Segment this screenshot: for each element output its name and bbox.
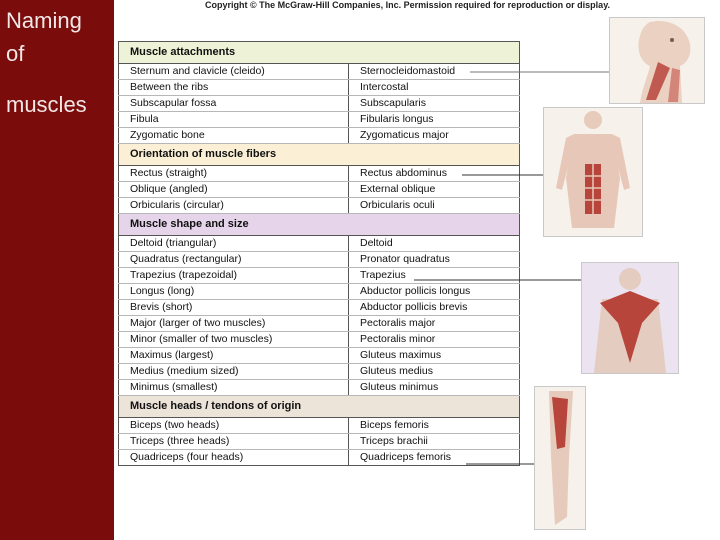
muscle-name-cell: Trapezius xyxy=(349,268,520,284)
muscle-name-cell: Intercostal xyxy=(349,80,520,96)
basis-cell: Minimus (smallest) xyxy=(119,380,349,396)
muscle-name-cell: Gluteus minimus xyxy=(349,380,520,396)
basis-cell: Quadratus (rectangular) xyxy=(119,252,349,268)
thigh-illustration xyxy=(534,386,586,530)
muscle-name-cell: Triceps brachii xyxy=(349,434,520,450)
muscle-name-cell: Gluteus maximus xyxy=(349,348,520,364)
basis-cell: Sternum and clavicle (cleido) xyxy=(119,64,349,80)
muscle-name-cell: Abductor pollicis brevis xyxy=(349,300,520,316)
table-row xyxy=(119,332,520,348)
table-row xyxy=(119,64,520,80)
section-header: Muscle heads / tendons of origin xyxy=(119,396,520,418)
table-row xyxy=(119,418,520,434)
copyright-notice: Copyright © The McGraw-Hill Companies, Inc. Permission required for reproduction or display. xyxy=(205,0,611,10)
section-header-row xyxy=(119,396,520,418)
basis-cell: Orbicularis (circular) xyxy=(119,198,349,214)
muscle-name-cell: Abductor pollicis longus xyxy=(349,284,520,300)
section-header: Muscle attachments xyxy=(119,42,520,64)
title-sidebar xyxy=(0,0,114,540)
torso-illustration xyxy=(543,107,643,237)
muscle-name-cell: Sternocleidomastoid xyxy=(349,64,520,80)
table-row xyxy=(119,300,520,316)
muscle-name-cell: Orbicularis oculi xyxy=(349,198,520,214)
basis-cell: Subscapular fossa xyxy=(119,96,349,112)
section-header-row xyxy=(119,42,520,64)
muscle-name-cell: Fibularis longus xyxy=(349,112,520,128)
table-row xyxy=(119,268,520,284)
table-row xyxy=(119,198,520,214)
table-row xyxy=(119,182,520,198)
back-illustration xyxy=(581,262,679,374)
title-line-muscles: muscles xyxy=(6,92,87,117)
muscle-name-cell: Pectoralis minor xyxy=(349,332,520,348)
basis-cell: Fibula xyxy=(119,112,349,128)
table-row xyxy=(119,128,520,144)
muscle-name-cell: Rectus abdominus xyxy=(349,166,520,182)
title-line-of: of xyxy=(6,41,25,66)
table-row xyxy=(119,166,520,182)
muscle-name-cell: Pectoralis major xyxy=(349,316,520,332)
neck-illustration xyxy=(609,17,705,104)
basis-cell: Major (larger of two muscles) xyxy=(119,316,349,332)
muscle-name-cell: Subscapularis xyxy=(349,96,520,112)
section-header: Muscle shape and size xyxy=(119,214,520,236)
basis-cell: Rectus (straight) xyxy=(119,166,349,182)
basis-cell: Brevis (short) xyxy=(119,300,349,316)
table-row xyxy=(119,112,520,128)
basis-cell: Quadriceps (four heads) xyxy=(119,450,349,466)
basis-cell: Oblique (angled) xyxy=(119,182,349,198)
table-row xyxy=(119,236,520,252)
basis-cell: Biceps (two heads) xyxy=(119,418,349,434)
basis-cell: Trapezius (trapezoidal) xyxy=(119,268,349,284)
basis-cell: Longus (long) xyxy=(119,284,349,300)
table-row xyxy=(119,252,520,268)
basis-cell: Zygomatic bone xyxy=(119,128,349,144)
muscle-name-cell: Pronator quadratus xyxy=(349,252,520,268)
title-line-naming: Naming xyxy=(6,8,82,33)
muscle-name-cell: Quadriceps femoris xyxy=(349,450,520,466)
basis-cell: Triceps (three heads) xyxy=(119,434,349,450)
table-row xyxy=(119,380,520,396)
table-row xyxy=(119,348,520,364)
slide-title xyxy=(6,4,87,121)
section-header-row xyxy=(119,214,520,236)
basis-cell: Minor (smaller of two muscles) xyxy=(119,332,349,348)
table-row xyxy=(119,434,520,450)
table-row xyxy=(119,364,520,380)
muscle-name-cell: Deltoid xyxy=(349,236,520,252)
basis-cell: Medius (medium sized) xyxy=(119,364,349,380)
table-row xyxy=(119,96,520,112)
basis-cell: Deltoid (triangular) xyxy=(119,236,349,252)
muscle-name-cell: Gluteus medius xyxy=(349,364,520,380)
table-row xyxy=(119,284,520,300)
table-row xyxy=(119,316,520,332)
muscle-name-cell: External oblique xyxy=(349,182,520,198)
table-row xyxy=(119,450,520,466)
basis-cell: Maximus (largest) xyxy=(119,348,349,364)
basis-cell: Between the ribs xyxy=(119,80,349,96)
section-header: Orientation of muscle fibers xyxy=(119,144,520,166)
section-header-row xyxy=(119,144,520,166)
muscle-name-cell: Biceps femoris xyxy=(349,418,520,434)
table-row xyxy=(119,80,520,96)
muscle-naming-table xyxy=(118,41,520,466)
muscle-name-cell: Zygomaticus major xyxy=(349,128,520,144)
